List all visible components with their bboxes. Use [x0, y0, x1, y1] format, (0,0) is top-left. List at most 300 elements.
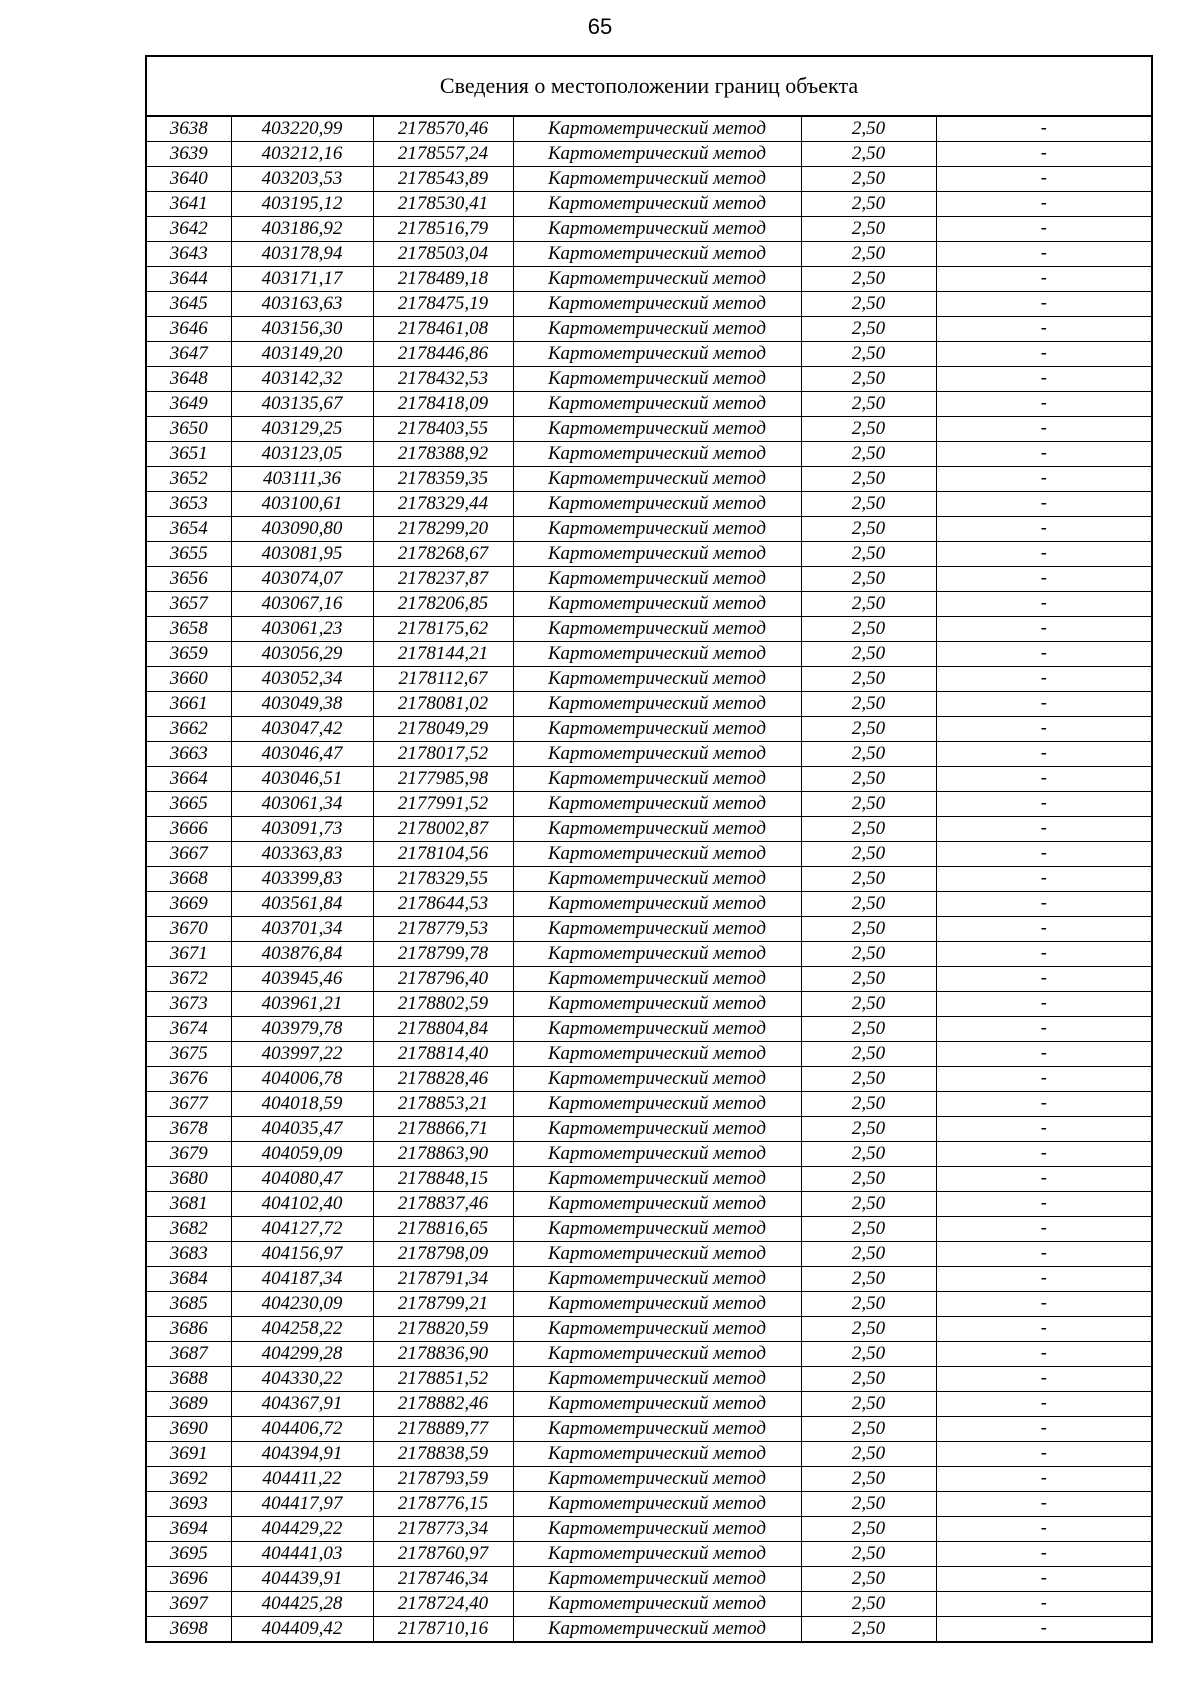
- table-body: [147, 117, 1151, 1641]
- y-coordinate-cell: 2178144,21: [373, 642, 513, 667]
- point-number-cell: 3679: [147, 1142, 231, 1167]
- method-cell: Картометрический метод: [513, 1042, 801, 1067]
- method-cell: Картометрический метод: [513, 792, 801, 817]
- method-cell: Картометрический метод: [513, 167, 801, 192]
- precision-cell: 2,50: [801, 1342, 936, 1367]
- table-row: [147, 1092, 1151, 1117]
- x-coordinate-cell: 404080,47: [231, 1167, 373, 1192]
- method-cell: Картометрический метод: [513, 742, 801, 767]
- point-number-cell: 3648: [147, 367, 231, 392]
- table-row: [147, 1242, 1151, 1267]
- table-row: [147, 342, 1151, 367]
- method-cell: Картометрический метод: [513, 1267, 801, 1292]
- method-cell: Картометрический метод: [513, 1467, 801, 1492]
- precision-cell: 2,50: [801, 792, 936, 817]
- precision-cell: 2,50: [801, 217, 936, 242]
- x-coordinate-cell: 403049,38: [231, 692, 373, 717]
- precision-cell: 2,50: [801, 1567, 936, 1592]
- description-cell: -: [936, 667, 1151, 692]
- y-coordinate-cell: 2178446,86: [373, 342, 513, 367]
- y-coordinate-cell: 2178461,08: [373, 317, 513, 342]
- description-cell: -: [936, 817, 1151, 842]
- y-coordinate-cell: 2178503,04: [373, 242, 513, 267]
- y-coordinate-cell: 2178104,56: [373, 842, 513, 867]
- y-coordinate-cell: 2178206,85: [373, 592, 513, 617]
- table-row: [147, 1217, 1151, 1242]
- method-cell: Картометрический метод: [513, 817, 801, 842]
- point-number-cell: 3661: [147, 692, 231, 717]
- method-cell: Картометрический метод: [513, 267, 801, 292]
- x-coordinate-cell: 403149,20: [231, 342, 373, 367]
- table-row: [147, 267, 1151, 292]
- description-cell: -: [936, 1542, 1151, 1567]
- table-row: [147, 742, 1151, 767]
- method-cell: Картометрический метод: [513, 1367, 801, 1392]
- point-number-cell: 3654: [147, 517, 231, 542]
- point-number-cell: 3672: [147, 967, 231, 992]
- precision-cell: 2,50: [801, 1592, 936, 1617]
- description-cell: -: [936, 1217, 1151, 1242]
- y-coordinate-cell: 2178403,55: [373, 417, 513, 442]
- y-coordinate-cell: 2178836,90: [373, 1342, 513, 1367]
- precision-cell: 2,50: [801, 1217, 936, 1242]
- method-cell: Картометрический метод: [513, 367, 801, 392]
- method-cell: Картометрический метод: [513, 1317, 801, 1342]
- description-cell: -: [936, 1042, 1151, 1067]
- x-coordinate-cell: 403052,34: [231, 667, 373, 692]
- method-cell: Картометрический метод: [513, 892, 801, 917]
- precision-cell: 2,50: [801, 417, 936, 442]
- precision-cell: 2,50: [801, 1167, 936, 1192]
- y-coordinate-cell: 2178773,34: [373, 1517, 513, 1542]
- description-cell: -: [936, 1417, 1151, 1442]
- y-coordinate-cell: 2178002,87: [373, 817, 513, 842]
- description-cell: -: [936, 1342, 1151, 1367]
- precision-cell: 2,50: [801, 1042, 936, 1067]
- point-number-cell: 3657: [147, 592, 231, 617]
- point-number-cell: 3665: [147, 792, 231, 817]
- description-cell: -: [936, 1392, 1151, 1417]
- x-coordinate-cell: 403046,51: [231, 767, 373, 792]
- x-coordinate-cell: 404018,59: [231, 1092, 373, 1117]
- method-cell: Картометрический метод: [513, 192, 801, 217]
- y-coordinate-cell: 2178570,46: [373, 117, 513, 142]
- x-coordinate-cell: 404394,91: [231, 1442, 373, 1467]
- method-cell: Картометрический метод: [513, 392, 801, 417]
- point-number-cell: 3651: [147, 442, 231, 467]
- y-coordinate-cell: 2178799,21: [373, 1292, 513, 1317]
- precision-cell: 2,50: [801, 1542, 936, 1567]
- table-row: [147, 842, 1151, 867]
- x-coordinate-cell: 403156,30: [231, 317, 373, 342]
- description-cell: -: [936, 1442, 1151, 1467]
- table-title: Сведения о местоположении границ объекта: [147, 57, 1151, 117]
- x-coordinate-cell: 403171,17: [231, 267, 373, 292]
- point-number-cell: 3681: [147, 1192, 231, 1217]
- precision-cell: 2,50: [801, 1292, 936, 1317]
- precision-cell: 2,50: [801, 542, 936, 567]
- method-cell: Картометрический метод: [513, 1517, 801, 1542]
- y-coordinate-cell: 2178418,09: [373, 392, 513, 417]
- table-row: [147, 317, 1151, 342]
- table-row: [147, 1592, 1151, 1617]
- point-number-cell: 3688: [147, 1367, 231, 1392]
- x-coordinate-cell: 403111,36: [231, 467, 373, 492]
- point-number-cell: 3641: [147, 192, 231, 217]
- method-cell: Картометрический метод: [513, 217, 801, 242]
- x-coordinate-cell: 403979,78: [231, 1017, 373, 1042]
- x-coordinate-cell: 404006,78: [231, 1067, 373, 1092]
- table-row: [147, 642, 1151, 667]
- y-coordinate-cell: 2178237,87: [373, 567, 513, 592]
- y-coordinate-cell: 2178866,71: [373, 1117, 513, 1142]
- method-cell: Картометрический метод: [513, 667, 801, 692]
- y-coordinate-cell: 2178710,16: [373, 1617, 513, 1642]
- description-cell: -: [936, 1492, 1151, 1517]
- x-coordinate-cell: 403074,07: [231, 567, 373, 592]
- table-row: [147, 492, 1151, 517]
- description-cell: -: [936, 1167, 1151, 1192]
- point-number-cell: 3683: [147, 1242, 231, 1267]
- table-row: [147, 917, 1151, 942]
- table-row: [147, 167, 1151, 192]
- table-row: [147, 1442, 1151, 1467]
- precision-cell: 2,50: [801, 1142, 936, 1167]
- description-cell: -: [936, 942, 1151, 967]
- x-coordinate-cell: 404409,42: [231, 1617, 373, 1642]
- precision-cell: 2,50: [801, 292, 936, 317]
- method-cell: Картометрический метод: [513, 692, 801, 717]
- table-row: [147, 1617, 1151, 1642]
- boundary-points-table: [147, 117, 1151, 1641]
- description-cell: -: [936, 142, 1151, 167]
- table-row: [147, 792, 1151, 817]
- point-number-cell: 3662: [147, 717, 231, 742]
- method-cell: Картометрический метод: [513, 1092, 801, 1117]
- table-row: [147, 1367, 1151, 1392]
- precision-cell: 2,50: [801, 1517, 936, 1542]
- y-coordinate-cell: 2178760,97: [373, 1542, 513, 1567]
- precision-cell: 2,50: [801, 1467, 936, 1492]
- description-cell: -: [936, 1117, 1151, 1142]
- table-row: [147, 192, 1151, 217]
- point-number-cell: 3644: [147, 267, 231, 292]
- description-cell: -: [936, 542, 1151, 567]
- precision-cell: 2,50: [801, 717, 936, 742]
- point-number-cell: 3686: [147, 1317, 231, 1342]
- table-row: [147, 1392, 1151, 1417]
- point-number-cell: 3643: [147, 242, 231, 267]
- point-number-cell: 3647: [147, 342, 231, 367]
- x-coordinate-cell: 403129,25: [231, 417, 373, 442]
- method-cell: Картометрический метод: [513, 1242, 801, 1267]
- description-cell: -: [936, 692, 1151, 717]
- table-row: [147, 717, 1151, 742]
- precision-cell: 2,50: [801, 1617, 936, 1642]
- table-row: [147, 967, 1151, 992]
- point-number-cell: 3692: [147, 1467, 231, 1492]
- table-row: [147, 117, 1151, 142]
- table-row: [147, 1042, 1151, 1067]
- point-number-cell: 3695: [147, 1542, 231, 1567]
- x-coordinate-cell: 403046,47: [231, 742, 373, 767]
- point-number-cell: 3659: [147, 642, 231, 667]
- point-number-cell: 3682: [147, 1217, 231, 1242]
- point-number-cell: 3638: [147, 117, 231, 142]
- description-cell: -: [936, 267, 1151, 292]
- x-coordinate-cell: 403945,46: [231, 967, 373, 992]
- description-cell: -: [936, 992, 1151, 1017]
- description-cell: -: [936, 917, 1151, 942]
- precision-cell: 2,50: [801, 192, 936, 217]
- y-coordinate-cell: 2178776,15: [373, 1492, 513, 1517]
- x-coordinate-cell: 403212,16: [231, 142, 373, 167]
- y-coordinate-cell: 2178516,79: [373, 217, 513, 242]
- method-cell: Картометрический метод: [513, 967, 801, 992]
- description-cell: -: [936, 517, 1151, 542]
- precision-cell: 2,50: [801, 1317, 936, 1342]
- description-cell: -: [936, 117, 1151, 142]
- table-row: [147, 1167, 1151, 1192]
- precision-cell: 2,50: [801, 692, 936, 717]
- method-cell: Картометрический метод: [513, 867, 801, 892]
- method-cell: Картометрический метод: [513, 317, 801, 342]
- y-coordinate-cell: 2178796,40: [373, 967, 513, 992]
- method-cell: Картометрический метод: [513, 1442, 801, 1467]
- point-number-cell: 3640: [147, 167, 231, 192]
- method-cell: Картометрический метод: [513, 142, 801, 167]
- point-number-cell: 3660: [147, 667, 231, 692]
- table-row: [147, 1567, 1151, 1592]
- method-cell: Картометрический метод: [513, 942, 801, 967]
- point-number-cell: 3664: [147, 767, 231, 792]
- table-row: [147, 767, 1151, 792]
- y-coordinate-cell: 2178644,53: [373, 892, 513, 917]
- y-coordinate-cell: 2178791,34: [373, 1267, 513, 1292]
- description-cell: -: [936, 1517, 1151, 1542]
- method-cell: Картометрический метод: [513, 1392, 801, 1417]
- x-coordinate-cell: 403081,95: [231, 542, 373, 567]
- precision-cell: 2,50: [801, 1242, 936, 1267]
- method-cell: Картометрический метод: [513, 242, 801, 267]
- precision-cell: 2,50: [801, 667, 936, 692]
- description-cell: -: [936, 1592, 1151, 1617]
- description-cell: -: [936, 967, 1151, 992]
- description-cell: -: [936, 417, 1151, 442]
- precision-cell: 2,50: [801, 492, 936, 517]
- point-number-cell: 3642: [147, 217, 231, 242]
- method-cell: Картометрический метод: [513, 767, 801, 792]
- method-cell: Картометрический метод: [513, 417, 801, 442]
- y-coordinate-cell: 2178799,78: [373, 942, 513, 967]
- table-row: [147, 1517, 1151, 1542]
- point-number-cell: 3676: [147, 1067, 231, 1092]
- x-coordinate-cell: 403090,80: [231, 517, 373, 542]
- point-number-cell: 3690: [147, 1417, 231, 1442]
- method-cell: Картометрический метод: [513, 567, 801, 592]
- y-coordinate-cell: 2178543,89: [373, 167, 513, 192]
- description-cell: -: [936, 492, 1151, 517]
- table-row: [147, 617, 1151, 642]
- description-cell: -: [936, 1567, 1151, 1592]
- y-coordinate-cell: 2178851,52: [373, 1367, 513, 1392]
- x-coordinate-cell: 403876,84: [231, 942, 373, 967]
- method-cell: Картометрический метод: [513, 117, 801, 142]
- method-cell: Картометрический метод: [513, 1142, 801, 1167]
- x-coordinate-cell: 403067,16: [231, 592, 373, 617]
- point-number-cell: 3650: [147, 417, 231, 442]
- x-coordinate-cell: 403961,21: [231, 992, 373, 1017]
- method-cell: Картометрический метод: [513, 492, 801, 517]
- method-cell: Картометрический метод: [513, 842, 801, 867]
- table-row: [147, 1317, 1151, 1342]
- y-coordinate-cell: 2178838,59: [373, 1442, 513, 1467]
- point-number-cell: 3673: [147, 992, 231, 1017]
- y-coordinate-cell: 2178175,62: [373, 617, 513, 642]
- y-coordinate-cell: 2178329,55: [373, 867, 513, 892]
- description-cell: -: [936, 1092, 1151, 1117]
- x-coordinate-cell: 404411,22: [231, 1467, 373, 1492]
- x-coordinate-cell: 404102,40: [231, 1192, 373, 1217]
- x-coordinate-cell: 404425,28: [231, 1592, 373, 1617]
- precision-cell: 2,50: [801, 442, 936, 467]
- precision-cell: 2,50: [801, 592, 936, 617]
- x-coordinate-cell: 403186,92: [231, 217, 373, 242]
- precision-cell: 2,50: [801, 642, 936, 667]
- description-cell: -: [936, 1467, 1151, 1492]
- method-cell: Картометрический метод: [513, 1342, 801, 1367]
- precision-cell: 2,50: [801, 1367, 936, 1392]
- x-coordinate-cell: 403178,94: [231, 242, 373, 267]
- precision-cell: 2,50: [801, 1442, 936, 1467]
- y-coordinate-cell: 2178863,90: [373, 1142, 513, 1167]
- precision-cell: 2,50: [801, 842, 936, 867]
- table-row: [147, 467, 1151, 492]
- table-row: [147, 292, 1151, 317]
- point-number-cell: 3668: [147, 867, 231, 892]
- x-coordinate-cell: 403061,23: [231, 617, 373, 642]
- precision-cell: 2,50: [801, 767, 936, 792]
- point-number-cell: 3652: [147, 467, 231, 492]
- description-cell: -: [936, 467, 1151, 492]
- point-number-cell: 3674: [147, 1017, 231, 1042]
- table-row: [147, 1192, 1151, 1217]
- y-coordinate-cell: 2178804,84: [373, 1017, 513, 1042]
- description-cell: -: [936, 842, 1151, 867]
- y-coordinate-cell: 2178432,53: [373, 367, 513, 392]
- method-cell: Картометрический метод: [513, 1592, 801, 1617]
- method-cell: Картометрический метод: [513, 1417, 801, 1442]
- method-cell: Картометрический метод: [513, 1117, 801, 1142]
- x-coordinate-cell: 404258,22: [231, 1317, 373, 1342]
- point-number-cell: 3658: [147, 617, 231, 642]
- point-number-cell: 3666: [147, 817, 231, 842]
- description-cell: -: [936, 642, 1151, 667]
- point-number-cell: 3646: [147, 317, 231, 342]
- y-coordinate-cell: 2177985,98: [373, 767, 513, 792]
- table-row: [147, 592, 1151, 617]
- method-cell: Картометрический метод: [513, 1542, 801, 1567]
- x-coordinate-cell: 404127,72: [231, 1217, 373, 1242]
- table-row: [147, 692, 1151, 717]
- description-cell: -: [936, 792, 1151, 817]
- description-cell: -: [936, 892, 1151, 917]
- description-cell: -: [936, 567, 1151, 592]
- table-row: [147, 1417, 1151, 1442]
- point-number-cell: 3667: [147, 842, 231, 867]
- point-number-cell: 3639: [147, 142, 231, 167]
- description-cell: -: [936, 1617, 1151, 1642]
- precision-cell: 2,50: [801, 617, 936, 642]
- y-coordinate-cell: 2178081,02: [373, 692, 513, 717]
- y-coordinate-cell: 2178798,09: [373, 1242, 513, 1267]
- method-cell: Картометрический метод: [513, 467, 801, 492]
- point-number-cell: 3655: [147, 542, 231, 567]
- description-cell: -: [936, 742, 1151, 767]
- point-number-cell: 3645: [147, 292, 231, 317]
- table-row: [147, 142, 1151, 167]
- x-coordinate-cell: 404035,47: [231, 1117, 373, 1142]
- y-coordinate-cell: 2178329,44: [373, 492, 513, 517]
- x-coordinate-cell: 404230,09: [231, 1292, 373, 1317]
- precision-cell: 2,50: [801, 342, 936, 367]
- point-number-cell: 3671: [147, 942, 231, 967]
- table-row: [147, 1267, 1151, 1292]
- description-cell: -: [936, 1242, 1151, 1267]
- description-cell: -: [936, 1067, 1151, 1092]
- description-cell: -: [936, 1317, 1151, 1342]
- precision-cell: 2,50: [801, 517, 936, 542]
- description-cell: -: [936, 1292, 1151, 1317]
- method-cell: Картометрический метод: [513, 542, 801, 567]
- precision-cell: 2,50: [801, 467, 936, 492]
- precision-cell: 2,50: [801, 1192, 936, 1217]
- x-coordinate-cell: 403047,42: [231, 717, 373, 742]
- description-cell: -: [936, 392, 1151, 417]
- y-coordinate-cell: 2178489,18: [373, 267, 513, 292]
- y-coordinate-cell: 2177991,52: [373, 792, 513, 817]
- table-row: [147, 517, 1151, 542]
- table-row: [147, 817, 1151, 842]
- point-number-cell: 3663: [147, 742, 231, 767]
- precision-cell: 2,50: [801, 367, 936, 392]
- precision-cell: 2,50: [801, 1392, 936, 1417]
- x-coordinate-cell: 403061,34: [231, 792, 373, 817]
- precision-cell: 2,50: [801, 817, 936, 842]
- table-row: [147, 1017, 1151, 1042]
- method-cell: Картометрический метод: [513, 1167, 801, 1192]
- point-number-cell: 3677: [147, 1092, 231, 1117]
- method-cell: Картометрический метод: [513, 992, 801, 1017]
- description-cell: -: [936, 217, 1151, 242]
- x-coordinate-cell: 404059,09: [231, 1142, 373, 1167]
- table-row: [147, 242, 1151, 267]
- method-cell: Картометрический метод: [513, 917, 801, 942]
- table-row: [147, 217, 1151, 242]
- y-coordinate-cell: 2178837,46: [373, 1192, 513, 1217]
- x-coordinate-cell: 404187,34: [231, 1267, 373, 1292]
- y-coordinate-cell: 2178299,20: [373, 517, 513, 542]
- x-coordinate-cell: 404429,22: [231, 1517, 373, 1542]
- method-cell: Картометрический метод: [513, 617, 801, 642]
- boundary-table-sheet: [145, 55, 1153, 1643]
- precision-cell: 2,50: [801, 967, 936, 992]
- table-row: [147, 892, 1151, 917]
- y-coordinate-cell: 2178814,40: [373, 1042, 513, 1067]
- point-number-cell: 3689: [147, 1392, 231, 1417]
- table-row: [147, 542, 1151, 567]
- x-coordinate-cell: 403701,34: [231, 917, 373, 942]
